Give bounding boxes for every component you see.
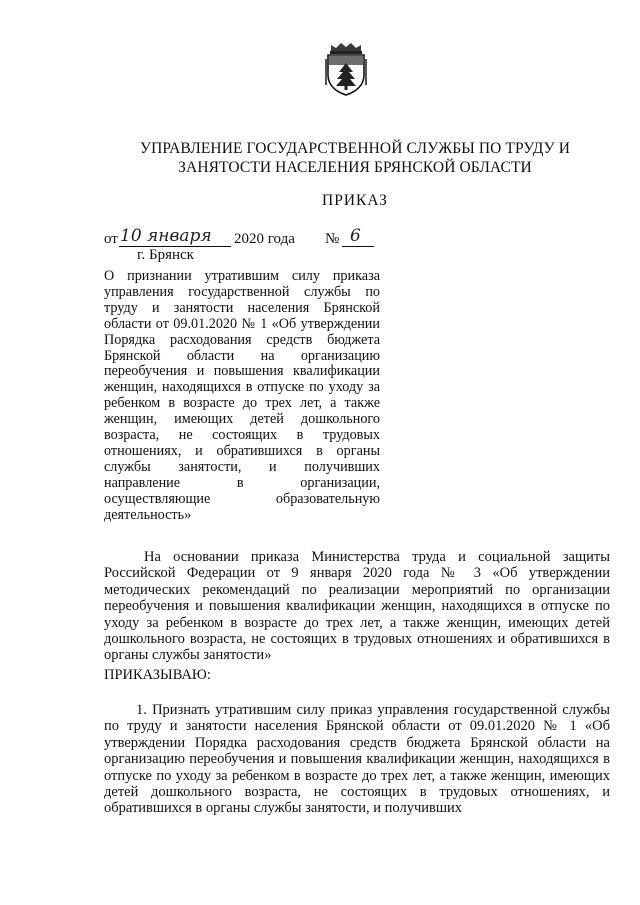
- decree-word: ПРИКАЗЫВАЮ:: [104, 667, 211, 683]
- document-type-title: ПРИКАЗ: [322, 192, 388, 209]
- preamble-paragraph: На основании приказа Министерства труда и социальной защиты Российской Федерации от 9 января 2020 года № 3 «Об утверждении методических рекомендаций по реализации мероприятий по организации переобучения и повышения квалификации женщин, находящихся в отпуске по уходу за ребенком в возрасте до трех лет, а также женщин, имеющих детей дошкольного возраста, не состоящих в трудовых отношениях и обратившихся в органы службы занятости»: [104, 549, 610, 664]
- bryansk-coat-of-arms-icon: [322, 41, 370, 97]
- item-1-paragraph: 1. Признать утратившим силу приказ управления государственной службы по труду и занятости населения Брянской области от 09.01.2020 № 1 «Об утверждении Порядка расходования средств бюджета Брянской области на организацию переобучения и повышения квалификации женщин, находящихся в отпуске по уходу за ребенком в возрасте до трех лет, а также женщин, имеющих детей дошкольного возраста, не состоящих в трудовых отношениях, и обратившихся в органы службы занятости, и получивших: [104, 702, 610, 817]
- organization-name-line1: УПРАВЛЕНИЕ ГОСУДАРСТВЕННОЙ СЛУЖБЫ ПО ТРУДУ И: [140, 140, 570, 157]
- handwritten-date: 10 января: [120, 226, 212, 246]
- organization-name: [100, 139, 610, 177]
- order-subject: О признании утратившим силу приказа управления государственной службы по труду и занятости населения Брянской области от 09.01.2020 № 1 «Об утверждении Порядка расходования средств бюджета Брянской области на организацию переобучения и повышения квалификации женщин, находящихся в отпуске по уходу за ребенком в возрасте до трех лет, а также женщин, имеющих детей дошкольного возраста, не состоящих в трудовых отношениях, и обратившихся в органы службы занятости, и получивших направление в организации, осуществляющие образовательную деятельность»: [104, 268, 380, 523]
- number-underline: [342, 246, 374, 247]
- year-text: 2020 года: [234, 231, 295, 247]
- city-label: г. Брянск: [137, 247, 194, 263]
- number-label: №: [325, 231, 340, 247]
- organization-name-line2: ЗАНЯТОСТИ НАСЕЛЕНИЯ БРЯНСКОЙ ОБЛАСТИ: [178, 159, 532, 176]
- handwritten-number: 6: [350, 226, 361, 246]
- date-from-label: от: [104, 231, 118, 247]
